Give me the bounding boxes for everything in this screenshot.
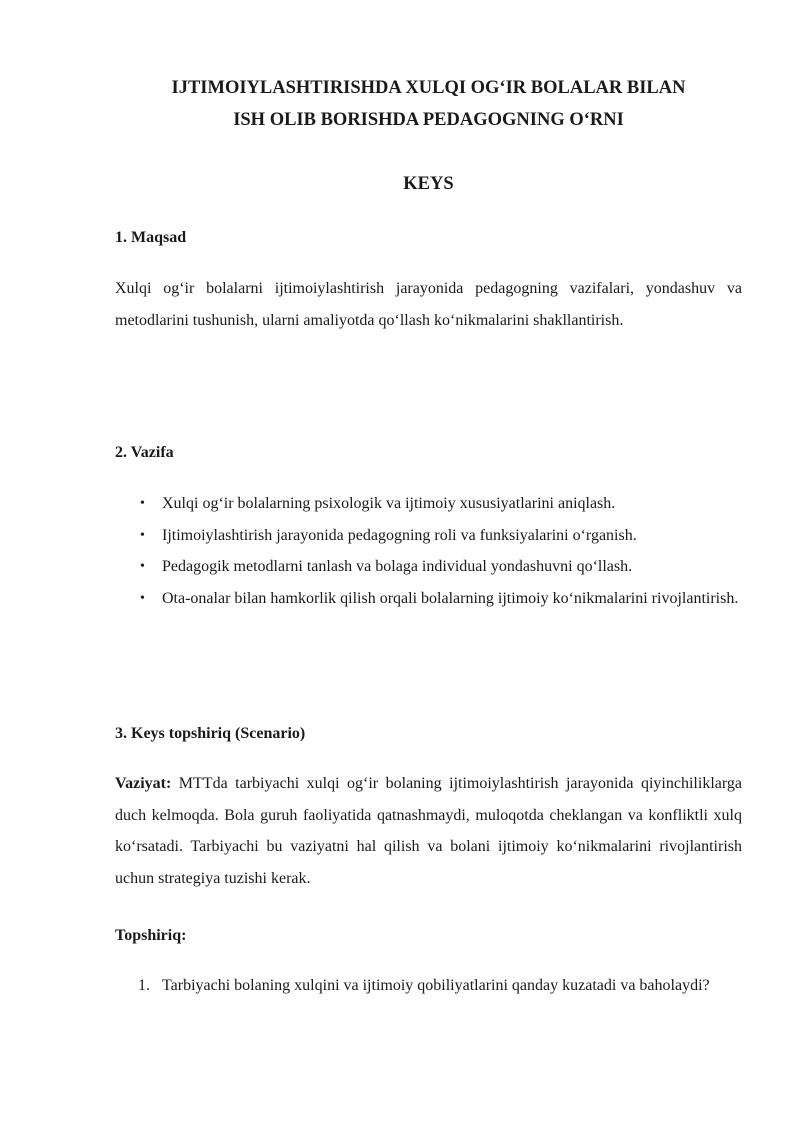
bullet-icon: • (140, 590, 145, 606)
bullet-icon: • (140, 559, 145, 574)
situation-text: MTTda tarbiyachi xulqi og‘ir bolaning ijtimoiylashtirish jarayonida qiyinchiliklarga duch kelmoqda. Bola guruh faoliyatida qatnashmaydi, muloqotda cheklangan va konfliktli xulq ko‘rsatadi. Tarbiyachi bu vaziyatni hal qilish va bolani ijtimoiy ko‘nikmalarini rivojlantirish uchun strategiya tuzishi kerak. (115, 775, 742, 887)
list-item-text: Ijtimoiylashtirish jarayonida pedagogning roli va funksiyalarini o‘rganish. (162, 526, 637, 544)
section-1-heading: 1. Maqsad (115, 229, 187, 246)
title-line-1: IJTIMOIYLASHTIRISHDA XULQI OG‘IR BOLALAR BILAN (171, 78, 686, 98)
list-item (115, 551, 742, 583)
list-item-number: 1. (138, 977, 150, 994)
bullet-icon: • (140, 527, 145, 543)
list-item-text: Ota-onalar bilan hamkorlik qilish orqali bolalarning ijtimoiy ko‘nikmalarini rivojlantirish. (162, 589, 739, 607)
bullet-icon: • (140, 496, 145, 511)
list-item (115, 520, 742, 552)
list-item-text: Xulqi og‘ir bolalarning psixologik va ijtimoiy xususiyatlarini aniqlash. (162, 495, 616, 512)
task-label: Topshiriq: (115, 927, 187, 944)
list-item (115, 583, 742, 615)
document-subtitle: KEYS (403, 174, 454, 194)
section-1-text: Xulqi og‘ir bolalarni ijtimoiylashtirish jarayonida pedagogning vazifalari, yondashuv va metodlarini tushunish, ularni amaliyotda qo‘llash ko‘nikmalarini shakllantirish. (115, 280, 742, 329)
list-item (115, 970, 742, 1002)
list-item (115, 488, 742, 520)
task-list (115, 970, 742, 1002)
list-item-text: Pedagogik metodlarni tanlash va bolaga individual yondashuvni qo‘llash. (162, 558, 633, 575)
section-2-bullet-list (115, 488, 742, 614)
situation-paragraph (115, 768, 742, 894)
list-item-text: Tarbiyachi bolaning xulqini va ijtimoiy qobiliyatlarini qanday kuzatadi va baholaydi? (162, 977, 710, 994)
section-2-heading: 2. Vazifa (115, 444, 174, 461)
situation-label: Vaziyat: (115, 775, 172, 792)
title-line-2: ISH OLIB BORISHDA PEDAGOGNING O‘RNI (233, 110, 624, 130)
section-3-heading: 3. Keys topshiriq (Scenario) (115, 725, 306, 742)
document-title (115, 72, 742, 136)
